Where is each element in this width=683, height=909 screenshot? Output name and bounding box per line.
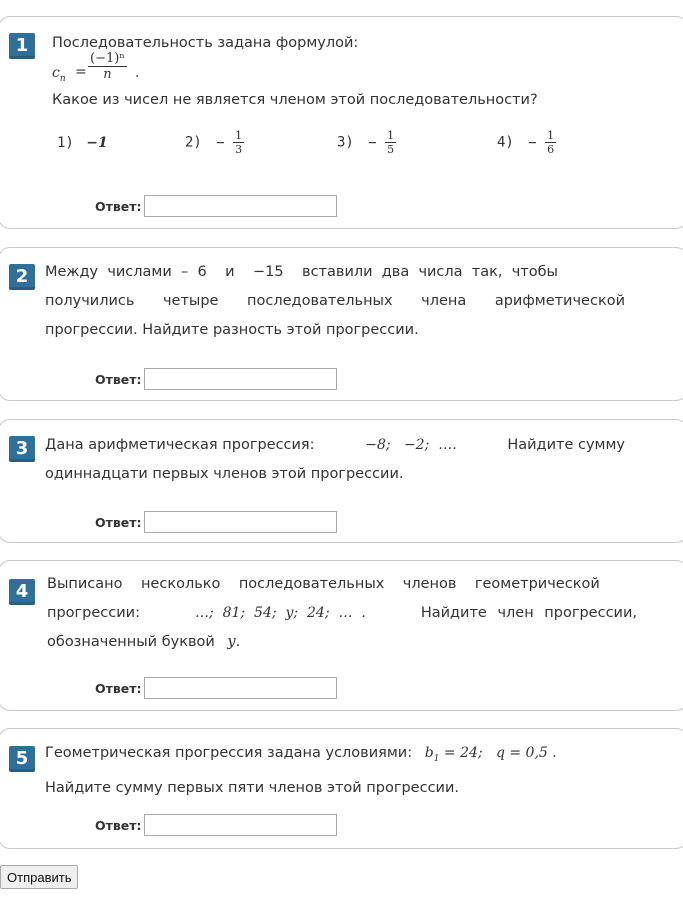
formula-sub: n [59, 73, 66, 84]
question-5-conditions [424, 745, 557, 764]
option-4-sign: − [528, 134, 537, 151]
question-5-line-2: Найдите сумму первых пяти членов этой прогрессии. [45, 779, 460, 796]
formula-lhs: c [52, 65, 60, 81]
question-3-line-2: одиннадцати первых членов этой прогрессии. [45, 466, 404, 482]
option-3-sign: − [368, 134, 377, 151]
option-2-label: 2) [185, 134, 202, 151]
question-1-line-3: Какое из чисел не является членом этой последовательности? [52, 92, 538, 108]
option-4-fraction [545, 129, 556, 156]
option-1-label: 1) [57, 135, 74, 151]
answer-input-5[interactable] [144, 814, 337, 836]
option-2-sign: − [216, 134, 225, 151]
option-3 [337, 129, 396, 156]
question-5-line-1 [45, 739, 645, 774]
question-4-line-3-c: . [235, 634, 241, 650]
question-4-sequence: …; 81; 54; y; 24; … . [195, 605, 366, 621]
question-3-line-1-a: Дана арифметическая прогрессия: [45, 437, 315, 453]
answer-label: Ответ: [95, 372, 142, 387]
question-2-line-3: прогрессии. Найдите разность этой прогрессии. [45, 322, 419, 338]
question-4-line-2-a: прогрессии: [47, 605, 140, 621]
question-4-var-y: y [227, 634, 236, 650]
question-card-5 [0, 728, 683, 849]
question-5-b-sub: 1 [433, 753, 440, 764]
answer-label: Ответ: [95, 681, 142, 696]
question-4-line-1: Выписано несколько последовательных членов геометрической [47, 576, 600, 592]
question-number-badge: 4 [9, 579, 35, 605]
option-2-den: 3 [235, 143, 243, 156]
question-3-text [45, 431, 625, 489]
question-5-b: b [424, 745, 434, 761]
question-5-text [45, 739, 645, 803]
option-3-num: 1 [387, 129, 395, 142]
formula-denominator: n [103, 67, 112, 82]
option-2-fraction [233, 129, 244, 156]
option-4 [497, 129, 556, 156]
formula-eq: = [75, 64, 87, 80]
answer-label: Ответ: [95, 818, 142, 833]
submit-button[interactable]: Отправить [0, 865, 78, 889]
answer-input-4[interactable] [144, 677, 337, 699]
question-4-line-3-a: обозначенный буквой [47, 634, 215, 650]
question-card-4 [0, 560, 683, 711]
question-3-line-1-c: Найдите сумму [507, 437, 625, 453]
question-card-3 [0, 419, 683, 543]
option-3-den: 5 [387, 143, 395, 156]
option-4-label: 4) [497, 134, 514, 151]
question-4-line-2-c: Найдите член прогрессии, [420, 605, 637, 621]
question-number-badge: 5 [9, 746, 35, 772]
question-5-values: = 24; q = 0,5 . [439, 745, 557, 761]
answer-input-1[interactable] [144, 195, 337, 217]
option-2 [185, 129, 244, 156]
question-5-line-1-a: Геометрическая прогрессия задана условиями: [45, 745, 413, 761]
question-number-badge: 2 [9, 264, 35, 290]
option-2-num: 1 [235, 129, 243, 142]
answer-label: Ответ: [95, 199, 142, 214]
question-4-line-3 [47, 628, 637, 657]
question-2-line-1: Между числами – 6 и −15 вставили два числа так, чтобы [45, 264, 558, 280]
formula-numerator: (−1)ⁿ [90, 51, 125, 66]
question-2-line-2: получились четыре последовательных члена арифметической [45, 293, 625, 309]
option-3-label: 3) [337, 134, 354, 151]
question-1-line-1: Последовательность задана формулой: [52, 35, 359, 51]
option-4-den: 6 [547, 143, 555, 156]
answer-label: Ответ: [95, 515, 142, 530]
question-3-sequence: −8; −2; …. [365, 437, 457, 453]
question-card-1 [0, 16, 683, 229]
question-card-2 [0, 247, 683, 401]
option-4-num: 1 [547, 129, 555, 142]
answer-input-2[interactable] [144, 368, 337, 390]
question-1-formula [52, 53, 612, 89]
option-3-fraction [385, 129, 396, 156]
formula-fraction [88, 51, 127, 82]
question-2-text [45, 258, 625, 345]
answer-input-3[interactable] [144, 511, 337, 533]
question-3-line-1 [45, 431, 625, 460]
question-number-badge: 1 [9, 33, 35, 59]
question-number-badge: 3 [9, 436, 35, 462]
question-1-text [52, 33, 612, 111]
question-4-line-2 [47, 599, 637, 628]
formula-end: . [135, 65, 140, 81]
question-4-text [47, 570, 637, 657]
option-1-value: −1 [86, 135, 108, 151]
option-1 [57, 135, 108, 151]
